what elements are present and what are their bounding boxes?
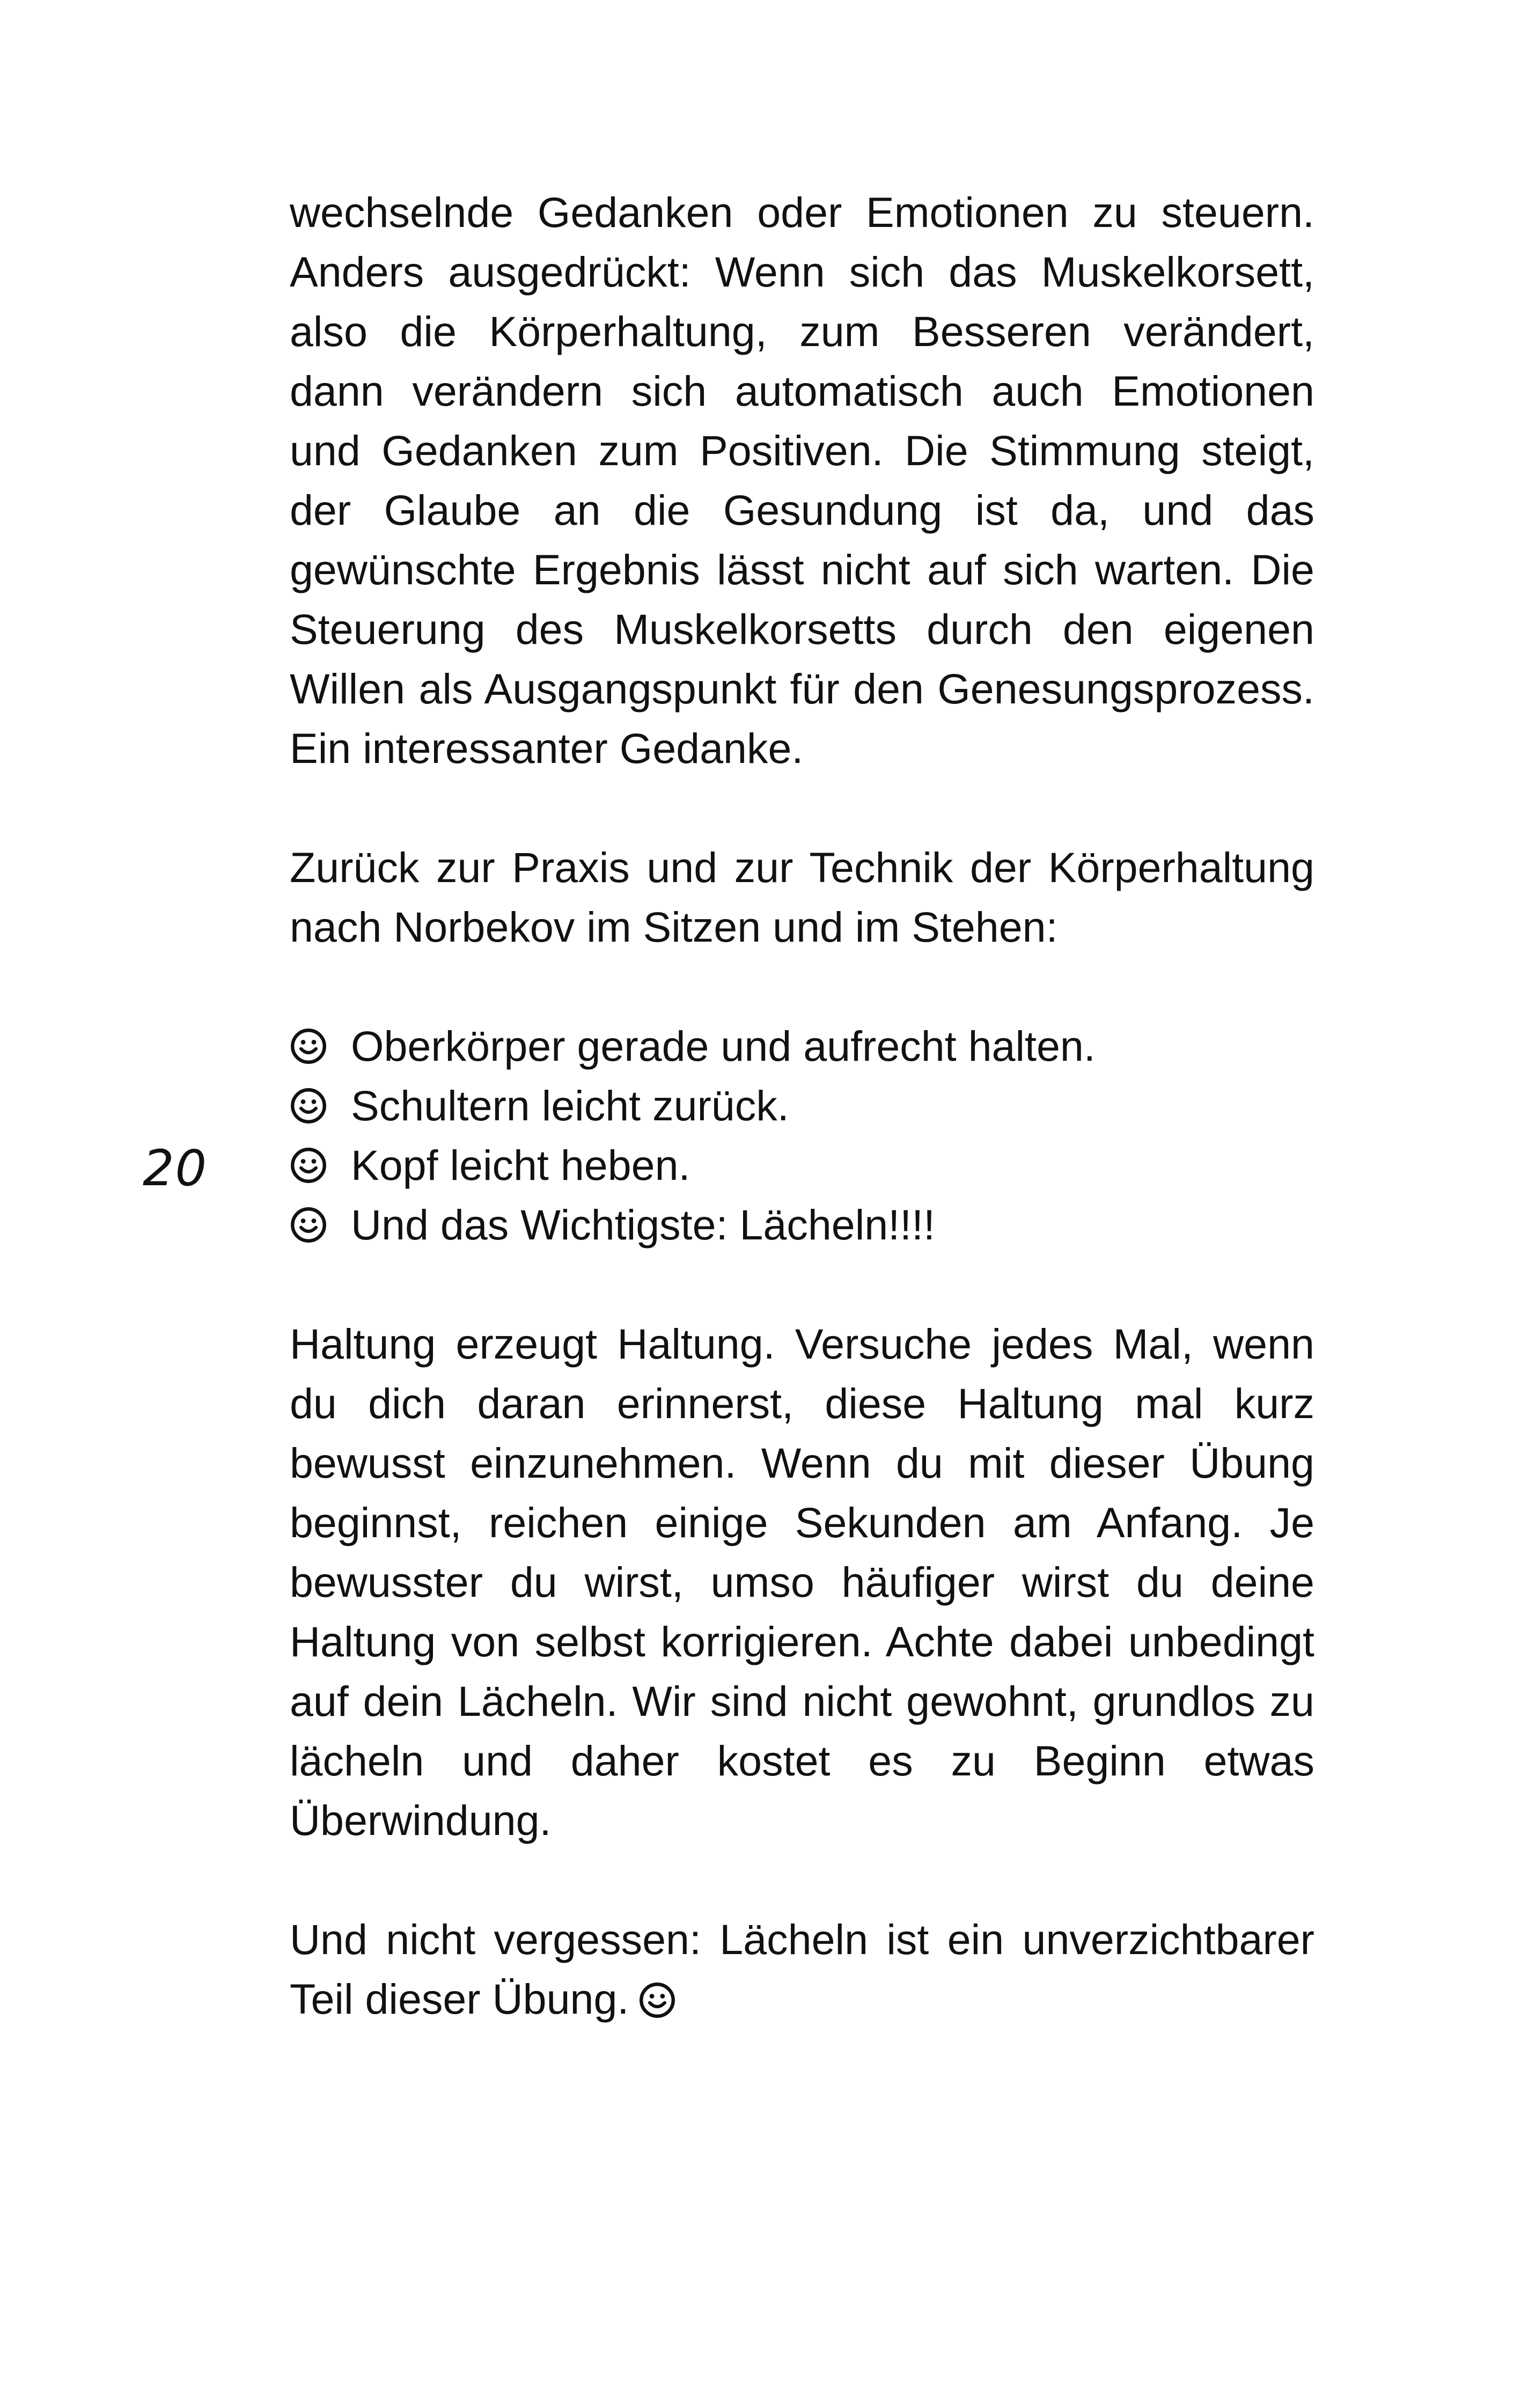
list-item-text: Oberkörper gerade und aufrecht halten. [351,1022,1096,1070]
smiley-icon [290,1087,327,1125]
list-item-text: Schultern leicht zurück. [351,1082,789,1129]
list-item [290,1016,1314,1076]
list-item-text: Und das Wichtigste: Lächeln!!!! [351,1201,935,1249]
smiley-icon [290,1147,327,1184]
paragraph-haltung: Haltung erzeugt Haltung. Versuche jedes Mal, wenn du dich daran erinnerst, diese Haltung mal kurz bewusst einzunehmen. Wenn du mit dieser Übung beginnst, reichen einige Sekunden am Anfang. Je bewusster du wirst, umso häufiger wirst du deine Haltung von selbst korrigieren. Achte dabei unbedingt auf dein Lächeln. Wir sind nicht gewohnt, grundlos zu lächeln und daher kostet es zu Beginn etwas Überwindung. [290,1320,1314,1844]
posture-steps-list [290,1016,1314,1254]
closing-text: Und nicht vergessen: Lächeln ist ein unverzichtbarer Teil dieser Übung. [290,1915,1314,2023]
smiley-icon [638,1981,676,2019]
list-item [290,1195,1314,1254]
paragraph-praxis-intro: Zurück zur Praxis und zur Technik der Körperhaltung nach Norbekov im Sitzen und im Stehen: [290,843,1314,951]
paragraph-muskelkorsett: wechselnde Gedanken oder Emotionen zu steuern. Anders ausgedrückt: Wenn sich das Muskelkorsett, also die Körperhaltung, zum Besseren verändert, dann verändern sich automatisch auch Emotionen und Gedanken zum Positiven. Die Stimmung steigt, der Glaube an die Gesundung ist da, und das gewünschte Ergebnis lässt nicht auf sich warten. Die Steuerung des Muskelkorsetts durch den eigenen Willen als Ausgangspunkt für den Genesungsprozess. Ein interessanter Gedanke. [290,188,1314,772]
list-item [290,1076,1314,1135]
text-column [290,182,1314,2029]
smiley-icon [290,1206,327,1244]
list-item [290,1135,1314,1195]
list-item-text: Kopf leicht heben. [351,1141,690,1189]
paragraph-closing [290,1910,1314,2029]
smiley-icon [290,1027,327,1065]
page-number: 20 [143,1140,208,1197]
